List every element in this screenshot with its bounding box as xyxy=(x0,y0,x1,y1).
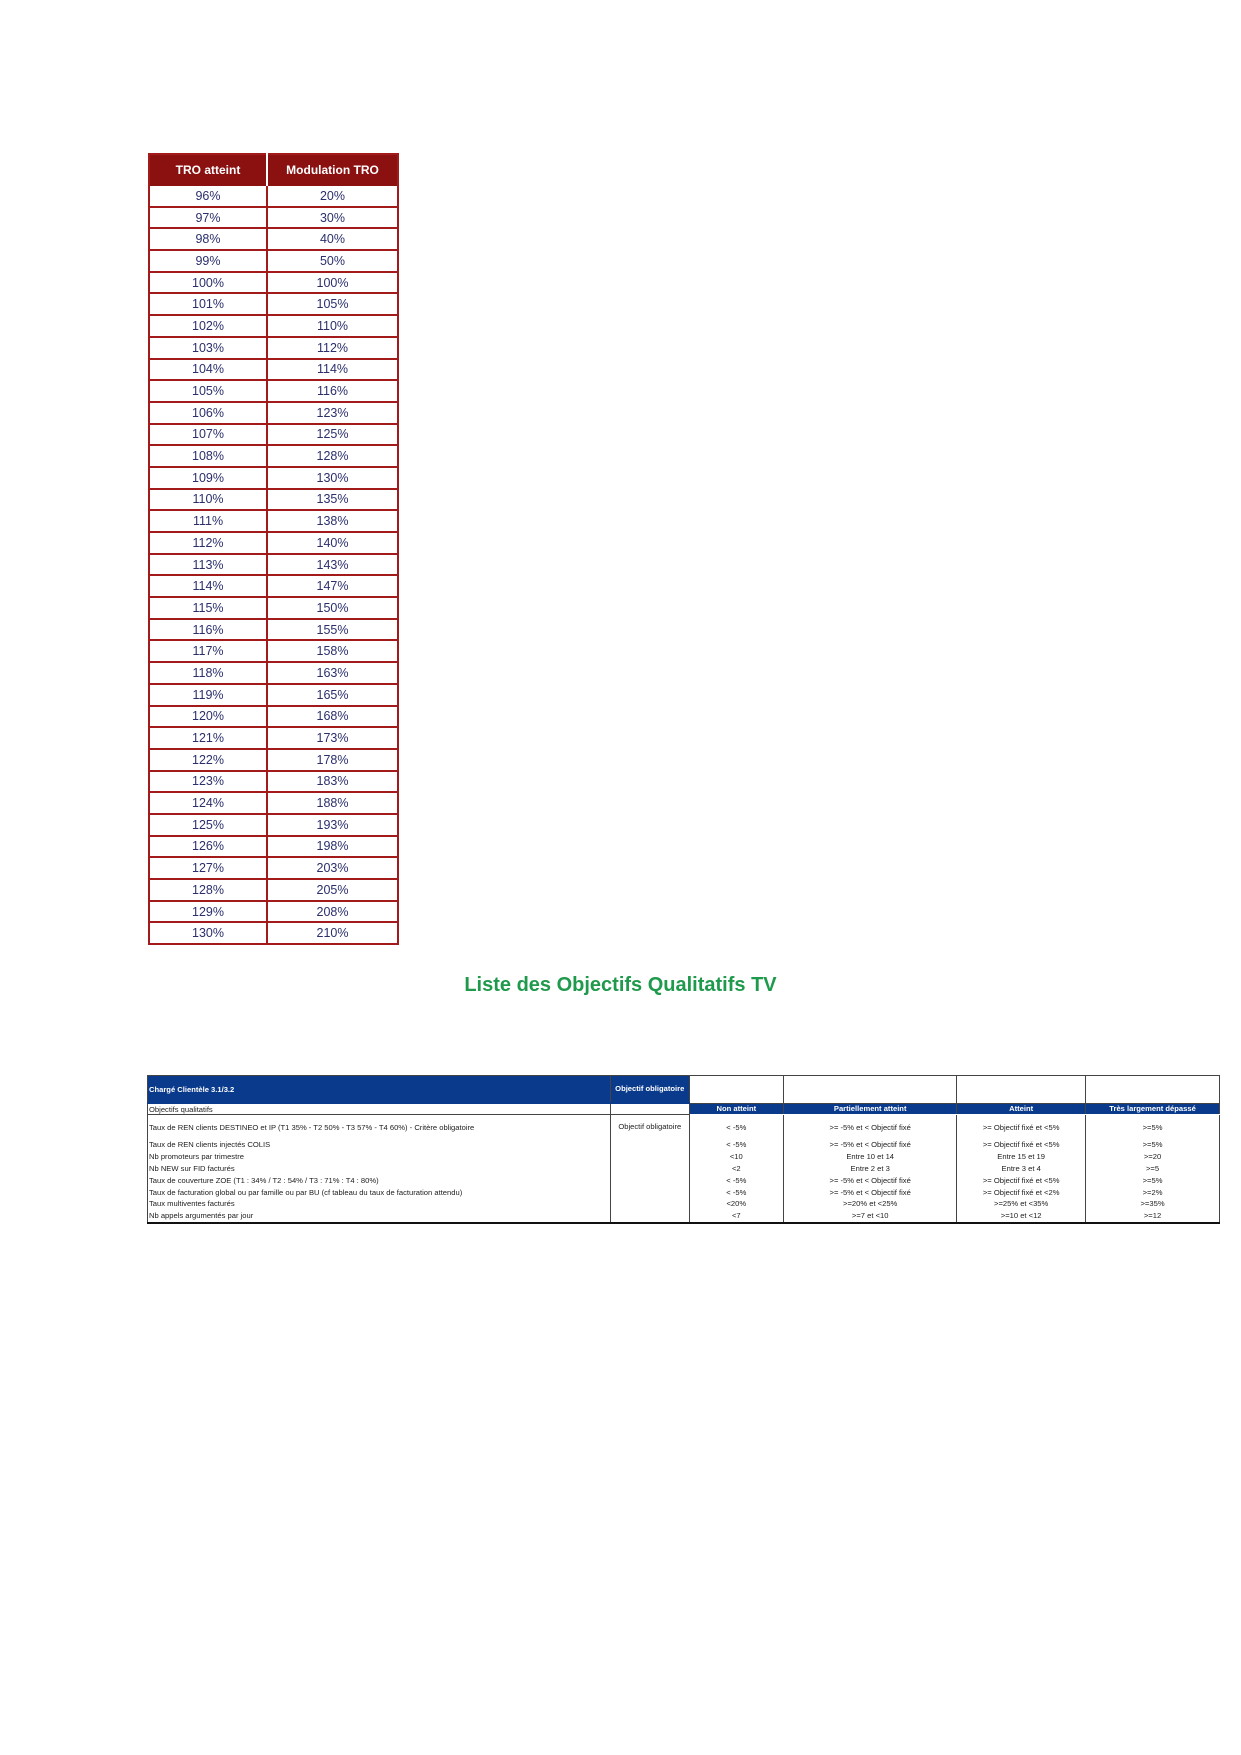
objective-row xyxy=(148,1139,1220,1151)
tro-modulation-cell: 210% xyxy=(267,922,398,944)
tro-modulation-cell: 50% xyxy=(267,250,398,272)
mandatory-column-header: Objectif obligatoire xyxy=(611,1076,690,1104)
threshold-partiellement-atteint: >= -5% et < Objectif fixé xyxy=(784,1115,957,1140)
tro-atteint-cell: 108% xyxy=(149,445,267,467)
tro-atteint-cell: 97% xyxy=(149,207,267,229)
tro-modulation-cell: 40% xyxy=(267,228,398,250)
mandatory-cell xyxy=(611,1210,690,1223)
tro-modulation-cell: 155% xyxy=(267,619,398,641)
threshold-tres-largement-depasse: >=5% xyxy=(1086,1115,1220,1140)
tro-modulation-cell: 20% xyxy=(267,186,398,207)
threshold-non-atteint: <10 xyxy=(689,1151,784,1163)
tro-atteint-cell: 104% xyxy=(149,359,267,381)
tro-atteint-cell: 99% xyxy=(149,250,267,272)
mandatory-cell xyxy=(611,1139,690,1151)
column-header-tres-largement-depasse: Très largement dépassé xyxy=(1086,1103,1220,1115)
header-blank-cell xyxy=(784,1076,957,1104)
tro-atteint-cell: 121% xyxy=(149,727,267,749)
threshold-non-atteint: < -5% xyxy=(689,1174,784,1186)
threshold-tres-largement-depasse: >=35% xyxy=(1086,1198,1220,1210)
threshold-tres-largement-depasse: >=5% xyxy=(1086,1139,1220,1151)
threshold-atteint: Entre 3 et 4 xyxy=(957,1163,1086,1175)
tro-modulation-cell: 198% xyxy=(267,836,398,858)
tro-modulation-cell: 105% xyxy=(267,293,398,315)
section-title: Liste des Objectifs Qualitatifs TV xyxy=(464,974,777,996)
tro-modulation-cell: 188% xyxy=(267,792,398,814)
tro-atteint-cell: 103% xyxy=(149,337,267,359)
tro-atteint-cell: 129% xyxy=(149,901,267,923)
column-header-atteint: Atteint xyxy=(957,1103,1086,1115)
mandatory-cell xyxy=(611,1163,690,1175)
tro-row xyxy=(149,228,398,250)
tro-row xyxy=(149,315,398,337)
tro-row xyxy=(149,293,398,315)
tro-atteint-cell: 107% xyxy=(149,424,267,446)
threshold-partiellement-atteint: Entre 10 et 14 xyxy=(784,1151,957,1163)
tro-row xyxy=(149,662,398,684)
tro-modulation-cell: 193% xyxy=(267,814,398,836)
tro-row xyxy=(149,792,398,814)
tro-modulation-cell: 143% xyxy=(267,554,398,576)
tro-modulation-cell: 168% xyxy=(267,706,398,728)
tro-header-atteint: TRO atteint xyxy=(149,154,267,186)
tro-modulation-cell: 203% xyxy=(267,857,398,879)
header-blank-cell xyxy=(1086,1076,1220,1104)
tro-modulation-cell: 205% xyxy=(267,879,398,901)
tro-modulation-cell: 138% xyxy=(267,510,398,532)
tro-atteint-cell: 130% xyxy=(149,922,267,944)
tro-atteint-cell: 120% xyxy=(149,706,267,728)
threshold-tres-largement-depasse: >=20 xyxy=(1086,1151,1220,1163)
tro-modulation-cell: 178% xyxy=(267,749,398,771)
header-blank-cell xyxy=(689,1076,784,1104)
tro-row xyxy=(149,424,398,446)
tro-row xyxy=(149,749,398,771)
qual-column-header-row xyxy=(148,1103,1220,1115)
tro-modulation-cell: 112% xyxy=(267,337,398,359)
objective-label: Nb NEW sur FID facturés xyxy=(148,1163,611,1175)
tro-atteint-cell: 112% xyxy=(149,532,267,554)
objective-label: Taux multiventes facturés xyxy=(148,1198,611,1210)
threshold-partiellement-atteint: >= -5% et < Objectif fixé xyxy=(784,1139,957,1151)
threshold-non-atteint: < -5% xyxy=(689,1186,784,1198)
tro-row xyxy=(149,879,398,901)
tro-atteint-cell: 123% xyxy=(149,771,267,793)
objective-label: Taux de REN clients injectés COLIS xyxy=(148,1139,611,1151)
tro-modulation-cell: 114% xyxy=(267,359,398,381)
tro-row xyxy=(149,467,398,489)
tro-row xyxy=(149,250,398,272)
objective-row xyxy=(148,1210,1220,1223)
mandatory-cell xyxy=(611,1174,690,1186)
threshold-tres-largement-depasse: >=5 xyxy=(1086,1163,1220,1175)
tro-row xyxy=(149,706,398,728)
tro-modulation-cell: 125% xyxy=(267,424,398,446)
column-header-partiellement-atteint: Partiellement atteint xyxy=(784,1103,957,1115)
tro-header-modulation: Modulation TRO xyxy=(267,154,398,186)
tro-atteint-cell: 96% xyxy=(149,186,267,207)
tro-modulation-cell: 147% xyxy=(267,575,398,597)
tro-row xyxy=(149,359,398,381)
tro-row xyxy=(149,186,398,207)
objective-label: Taux de REN clients DESTINEO et IP (T1 35% - T2 50% - T3 57% - T4 60%) - Critère obligatoire xyxy=(148,1115,611,1140)
mandatory-column-blank xyxy=(611,1103,690,1115)
threshold-tres-largement-depasse: >=5% xyxy=(1086,1174,1220,1186)
objective-row xyxy=(148,1151,1220,1163)
tro-row xyxy=(149,510,398,532)
tro-row xyxy=(149,554,398,576)
objectives-label: Objectifs qualitatifs xyxy=(148,1103,611,1115)
tro-row xyxy=(149,901,398,923)
tro-row xyxy=(149,640,398,662)
objective-row xyxy=(148,1174,1220,1186)
tro-atteint-cell: 111% xyxy=(149,510,267,532)
tro-modulation-cell: 163% xyxy=(267,662,398,684)
objective-label: Taux de couverture ZOE (T1 : 34% / T2 : 54% / T3 : 71% : T4 : 80%) xyxy=(148,1174,611,1186)
tro-modulation-cell: 100% xyxy=(267,272,398,294)
objective-row xyxy=(148,1163,1220,1175)
tro-atteint-cell: 114% xyxy=(149,575,267,597)
tro-atteint-cell: 125% xyxy=(149,814,267,836)
threshold-atteint: >= Objectif fixé et <5% xyxy=(957,1139,1086,1151)
qualitative-objectives-table xyxy=(147,1075,1220,1224)
tro-modulation-cell: 150% xyxy=(267,597,398,619)
mandatory-cell: Objectif obligatoire xyxy=(611,1115,690,1140)
tro-modulation-table xyxy=(148,153,399,945)
threshold-non-atteint: <20% xyxy=(689,1198,784,1210)
threshold-partiellement-atteint: >=20% et <25% xyxy=(784,1198,957,1210)
tro-row xyxy=(149,207,398,229)
tro-atteint-cell: 122% xyxy=(149,749,267,771)
tro-atteint-cell: 128% xyxy=(149,879,267,901)
tro-row xyxy=(149,597,398,619)
objective-label: Nb promoteurs par trimestre xyxy=(148,1151,611,1163)
threshold-partiellement-atteint: >=7 et <10 xyxy=(784,1210,957,1223)
tro-modulation-cell: 135% xyxy=(267,489,398,511)
objective-row xyxy=(148,1186,1220,1198)
tro-atteint-cell: 101% xyxy=(149,293,267,315)
tro-atteint-cell: 110% xyxy=(149,489,267,511)
tro-atteint-cell: 118% xyxy=(149,662,267,684)
threshold-non-atteint: <7 xyxy=(689,1210,784,1223)
tro-atteint-cell: 124% xyxy=(149,792,267,814)
threshold-atteint: >= Objectif fixé et <5% xyxy=(957,1115,1086,1140)
threshold-atteint: >=10 et <12 xyxy=(957,1210,1086,1223)
tro-modulation-cell: 208% xyxy=(267,901,398,923)
tro-atteint-cell: 98% xyxy=(149,228,267,250)
tro-modulation-cell: 165% xyxy=(267,684,398,706)
tro-modulation-cell: 130% xyxy=(267,467,398,489)
threshold-partiellement-atteint: Entre 2 et 3 xyxy=(784,1163,957,1175)
tro-atteint-cell: 106% xyxy=(149,402,267,424)
tro-modulation-cell: 30% xyxy=(267,207,398,229)
tro-atteint-cell: 100% xyxy=(149,272,267,294)
tro-modulation-cell: 173% xyxy=(267,727,398,749)
tro-modulation-cell: 116% xyxy=(267,380,398,402)
tro-row xyxy=(149,445,398,467)
threshold-atteint: >= Objectif fixé et <2% xyxy=(957,1186,1086,1198)
tro-row xyxy=(149,771,398,793)
tro-modulation-cell: 140% xyxy=(267,532,398,554)
threshold-partiellement-atteint: >= -5% et < Objectif fixé xyxy=(784,1186,957,1198)
tro-modulation-cell: 110% xyxy=(267,315,398,337)
qual-title-row xyxy=(148,1076,1220,1104)
tro-row xyxy=(149,532,398,554)
tro-atteint-cell: 126% xyxy=(149,836,267,858)
tro-row xyxy=(149,402,398,424)
tro-atteint-cell: 105% xyxy=(149,380,267,402)
tro-row xyxy=(149,857,398,879)
objective-row xyxy=(148,1115,1220,1140)
mandatory-cell xyxy=(611,1186,690,1198)
tro-row xyxy=(149,814,398,836)
tro-row xyxy=(149,922,398,944)
tro-modulation-cell: 123% xyxy=(267,402,398,424)
threshold-tres-largement-depasse: >=12 xyxy=(1086,1210,1220,1223)
tro-atteint-cell: 127% xyxy=(149,857,267,879)
threshold-partiellement-atteint: >= -5% et < Objectif fixé xyxy=(784,1174,957,1186)
column-header-non-atteint: Non atteint xyxy=(689,1103,784,1115)
qual-table-title: Chargé Clientèle 3.1/3.2 xyxy=(148,1076,611,1104)
tro-atteint-cell: 113% xyxy=(149,554,267,576)
mandatory-cell xyxy=(611,1198,690,1210)
tro-row xyxy=(149,380,398,402)
threshold-non-atteint: < -5% xyxy=(689,1115,784,1140)
tro-modulation-cell: 128% xyxy=(267,445,398,467)
tro-header-row xyxy=(149,154,398,186)
tro-row xyxy=(149,272,398,294)
objective-label: Nb appels argumentés par jour xyxy=(148,1210,611,1223)
tro-atteint-cell: 116% xyxy=(149,619,267,641)
tro-row xyxy=(149,836,398,858)
tro-modulation-cell: 158% xyxy=(267,640,398,662)
tro-atteint-cell: 115% xyxy=(149,597,267,619)
threshold-atteint: >=25% et <35% xyxy=(957,1198,1086,1210)
tro-row xyxy=(149,684,398,706)
threshold-atteint: >= Objectif fixé et <5% xyxy=(957,1174,1086,1186)
tro-atteint-cell: 102% xyxy=(149,315,267,337)
tro-row xyxy=(149,727,398,749)
tro-atteint-cell: 119% xyxy=(149,684,267,706)
objective-row xyxy=(148,1198,1220,1210)
tro-modulation-cell: 183% xyxy=(267,771,398,793)
threshold-atteint: Entre 15 et 19 xyxy=(957,1151,1086,1163)
objective-label: Taux de facturation global ou par famille ou par BU (cf tableau du taux de facturation attendu) xyxy=(148,1186,611,1198)
tro-row xyxy=(149,575,398,597)
threshold-non-atteint: <2 xyxy=(689,1163,784,1175)
tro-atteint-cell: 117% xyxy=(149,640,267,662)
tro-row xyxy=(149,619,398,641)
header-blank-cell xyxy=(957,1076,1086,1104)
mandatory-cell xyxy=(611,1151,690,1163)
tro-row xyxy=(149,489,398,511)
tro-row xyxy=(149,337,398,359)
threshold-tres-largement-depasse: >=2% xyxy=(1086,1186,1220,1198)
tro-atteint-cell: 109% xyxy=(149,467,267,489)
threshold-non-atteint: < -5% xyxy=(689,1139,784,1151)
